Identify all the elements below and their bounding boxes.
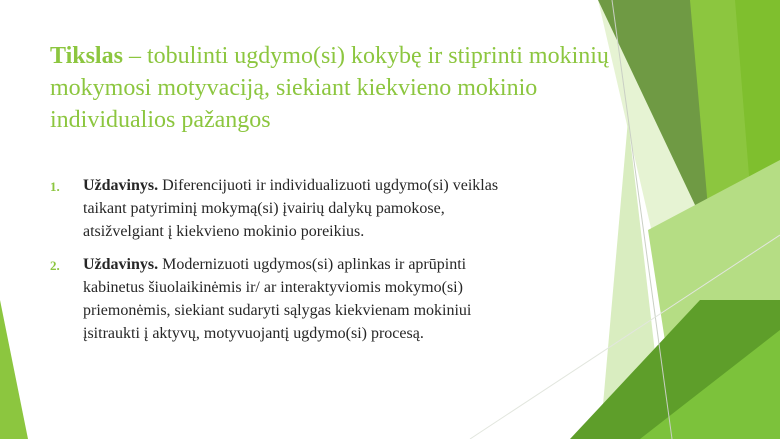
task-line-text: Modernizuoti ugdymos(si) aplinkas ir aprūpinti bbox=[158, 256, 467, 273]
task-lead: Uždavinys. bbox=[83, 256, 159, 273]
task-line: atsižvelgiant į kiekvieno mokinio poreikius. bbox=[83, 223, 365, 240]
task-text bbox=[83, 253, 610, 345]
task-number: 1. bbox=[50, 179, 60, 194]
task-item bbox=[50, 174, 610, 243]
task-line: kabinetus šiuolaikinėmis ir/ ar interaktyviomis mokymo(si) bbox=[83, 279, 463, 296]
task-line-text: Diferencijuoti ir individualizuoti ugdymo(si) veiklas bbox=[158, 177, 499, 194]
task-line: priemonėmis, siekiant sudaryti sąlygas kiekvienam mokiniui bbox=[83, 302, 472, 319]
title-text: – tobulinti ugdymo(si) kokybę ir stiprinti mokinių mokymosi motyvaciją, siekiant kiekvieno mokinio individualios pažangos bbox=[50, 43, 609, 133]
title-keyword: Tikslas bbox=[50, 43, 123, 69]
task-line bbox=[83, 174, 610, 197]
task-list bbox=[50, 174, 610, 355]
task-number: 2. bbox=[50, 258, 60, 273]
task-line bbox=[83, 253, 610, 276]
decor-shape-left-corner bbox=[0, 300, 28, 439]
task-line: įsitraukti į aktyvų, motyvuojantį ugdymo(si) procesą. bbox=[83, 325, 424, 342]
task-line: taikant patyriminį mokymą(si) įvairių dalykų pamokose, bbox=[83, 200, 445, 217]
task-text bbox=[83, 174, 610, 243]
slide-title bbox=[50, 40, 610, 136]
task-item bbox=[50, 253, 610, 345]
task-lead: Uždavinys. bbox=[83, 177, 159, 194]
